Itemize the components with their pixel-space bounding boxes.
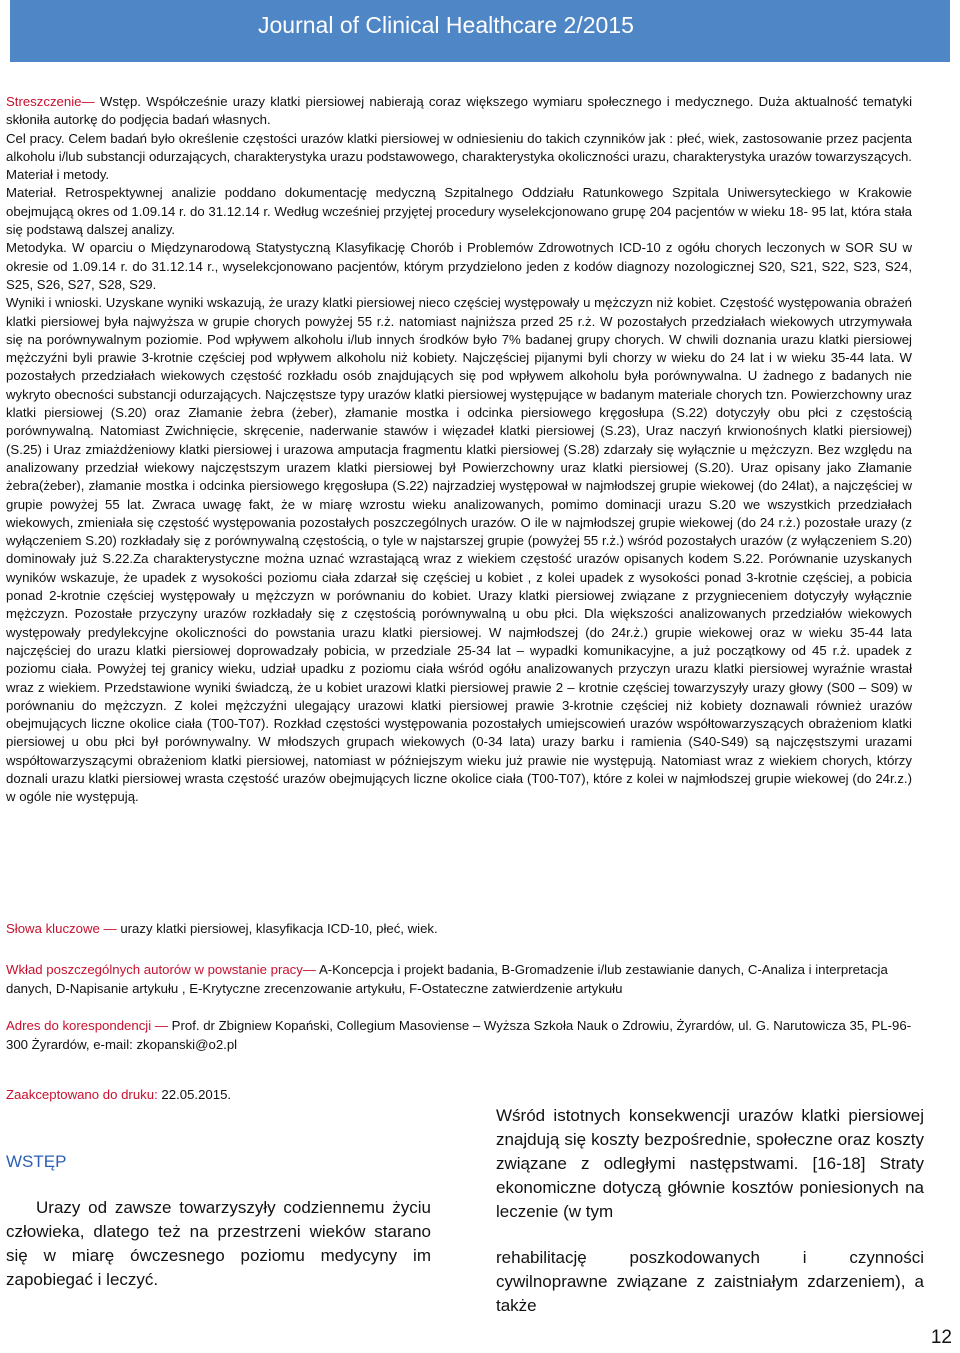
contribution-text: A-Koncepcja i projekt badania, B-Gromadzenie i/lub zestawianie danych, C-Analiza i interpretacja danych, D-Napisanie artykułu , E-Krytyczne zrecenzowanie artykułu, F-Ostateczne zatwierdzenie artykułu	[6, 962, 888, 996]
accepted-block	[6, 1085, 912, 1104]
abstract-section	[6, 93, 912, 807]
abstract-cel: Cel pracy. Celem badań było określenie częstości urazów klatki piersiowej w odniesieniu do takich czynników jak : płeć, wiek, zastosowanie przez pacjenta alkoholu i/lub substancji odurzających, charakterystyka urazu podstawowego, charakterystyka okoliczności urazu, charakterystyka urazów towarzyszących.	[6, 130, 912, 164]
abstract-wyniki: Wyniki i wnioski. Uzyskane wyniki wskazują, że urazy klatki piersiowej nieco częściej występowały u mężczyzn niż kobiet. Częstość występowania obrażeń klatki piersiowej była najwyższa w grupie chorych powyżej 55 r.ż. natomiast najniższa przed 25 r.ż. W pozostałych przedziałach wiekowych utrzymywała się na porównywalnym poziomie. Pod wpływem alkoholu i/lub innych środków było 7% badanej grupy chorych. W chwili doznania urazu klatki piersiowej mężczyźni byli prawie 3-krotnie częściej pod wpływem alkoholu niż kobiety. Najczęściej pijanymi byli chorzy w wieku do 24 lat i w wieku 35-44 lata. W pozostałych przedziałach wiekowych częstość rozkładu osób znajdujących się pod wpływem alkoholu była porównywalna. U żadnego z badanych nie wykryto obecności substancji odurzających. Najczęstsze typy urazów klatki piersiowej występujące w badanym materiale chorych tzn. Powierzchowny uraz klatki piersiowej (S.20) oraz Złamanie żebra (żeber), złamanie mostka i odcinka piersiowego kręgosłupa (S.22) dotyczyły obu płci z częstością porównywalną. Natomiast Zwichnięcie, skręcenie, naderwanie stawów i więzadeł klatki piersiowej (S.23), Uraz naczyń krwionośnych klatki piersiowej) (S.25) i Uraz zmiażdżeniowy klatki piersiowej i urazowa amputacja fragmentu klatki piersiowej (S.28) zdarzały się wyłącznie u mężczyzn. Bez względu na analizowany przedział wiekowy najczęstszym urazem klatki piersiowej był Powierzchowny uraz klatki piersiowej (S.20). Uraz opisany jako Złamanie żebra(żeber), złamanie mostka i odcinka piersiowego kręgosłupa (S.22) najrzadziej występował w najmłodszej grupie wiekowej (do 24lat), a najczęściej w grupie powyżej 55 lat. Zwraca uwagę fakt, że w miarę wzrostu wieku analizowanych, pomimo dominacji urazu S.20 we wszystkich przedziałach wiekowych, zmieniała się częstość występowania pozostałych poszczególnych urazów. O ile w najmłodszej grupie wiekowej (do 24 r.ż.) pozostałe urazy (z wyłączeniem S.20) rozkładały się z porównywalną częstością, o tyle w najstarszej grupie (powyżej 55 r.ż.) wśród pozostałych urazów (z wyłączeniem S.20) dominowały już S.22.Za charakterystyczne można uznać wzrastającą wraz z wiekiem częstość urazów opisanych kodem S.22. Porównanie uzyskanych wyników wskazuje, że upadek z wysokości poziomu ciała zdarzał się częściej u kobiet , z kolei upadek z wysokości ponad 3-krotnie częściej, a pobicia ponad 2-krotnie częściej występowały u mężczyzn w porównaniu do kobiet. Urazy klatki piersiowej związane z przygnieceniem dotyczyły wyłącznie mężczyzn. Pozostałe przyczyny urazów rozkładały się z częstością porównywalną u obu płci. Dla większości analizowanych przedziałów wiekowych występowały predylekcyjne okoliczności do powstania urazu klatki piersiowej. W najmłodszej (do 24r.ż.) grupie wiekowej oraz w wieku 35-44 lata najczęściej do urazu klatki piersiowej doprowadzały pobicia, w przedziale 25-34 lat – wypadki komunikacyjne, a już początkowy od 45 r.ż. upadek z poziomu ciała. Powyżej tej granicy wieku, udział upadku z poziomu ciała wśród ogółu analizowanych przyczyn urazu klatki piersiowej wyraźnie wrastał wraz z wiekiem. Przedstawione wyniki świadczą, że u kobiet urazowi klatki piersiowej prawie 2 – krotnie częściej towarzyszyły urazy głowy (S00 – S09) w porównaniu do mężczyzn. Z kolei mężczyźni ulegający urazowi klatki piersiowej prawie 3-krotnie częściej niż kobiety doznawali również urazów obejmujących liczne okolice ciała (T00-T07). Rozkład częstości występowania pozostałych umiejscowień urazów współtowarzyszących obrażeniom klatki piersiowej u obu płci był porównywalny. W młodszych grupach wiekowych (0-34 lata) urazy barku i ramienia (S40-S49) są najczęstszymi urazami współtowarzyszącymi obrażeniom klatki piersiowej, natomiast w późniejszym wieku już prawie nie występują. Natomiast wraz z wiekiem chorych, którzy doznali urazu klatki piersiowej wrasta częstość urazów obejmujących liczne okolice ciała (T00-T07), które z kolei w najmłodszej grupie wiekowej (do 24r.z.) w ogóle nie występują.	[6, 295, 912, 805]
intro-left-text: Urazy od zawsze towarzyszyły codziennemu życiu człowieka, dlatego też na przestrzeni wieków starano się w miarę ówczesnego poziomu medycyny im zapobiegać i leczyć.	[6, 1198, 431, 1289]
streszczenie-label: Streszczenie—	[6, 94, 95, 109]
accepted-label: Zaakceptowano do druku:	[6, 1087, 158, 1102]
accepted-date: 22.05.2015.	[157, 1087, 232, 1102]
abstract-material: Materiał. Retrospektywnej analizie poddano dokumentację medyczną Szpitalnego Oddziału Ratunkowego Szpitala Uniwersyteckiego w Krakowie obejmującą okres od 1.09.14 r. do 31.12.14 r. Według wcześniej przyjętej procedury wyselekcjonowano grupę 204 pacjentów w wieku 18- 95 lat, która stała się podstawą dalszej analizy.	[6, 185, 912, 238]
abstract-metodyka: Metodyka. W oparciu o Międzynarodową Statystyczną Klasyfikację Chorób i Problemów Zdrowotnych ICD-10 z ogółu chorych leczonych w SOR SU w okresie od 1.09.14 r. do 31.12.14 r., wyselekcjonowano pacjentów, którym przydzielono jeden z kodów diagnozy nozologicznej S20, S21, S22, S23, S24, S25, S26, S27, S28, S29.	[6, 240, 912, 292]
keywords-label: Słowa kluczowe —	[6, 921, 117, 936]
correspondence-block	[6, 1016, 912, 1054]
correspondence-label: Adres do korespondencji —	[6, 1018, 169, 1033]
intro-right-text-2: rehabilitację poszkodowanych i czynności cywilnoprawne związane z zaistniałym zdarzeniem), a także	[496, 1248, 924, 1315]
keywords-block	[6, 919, 912, 938]
contribution-label: Wkład poszczególnych autorów w powstanie pracy—	[6, 962, 317, 977]
intro-right-text-1: Wśród istotnych konsekwencji urazów klatki piersiowej znajdują się koszty bezpośrednie, społeczne oraz koszty związane z odległymi następstwami. [16-18] Straty ekonomiczne dotyczą głównie kosztów poniesionych na leczenie (w tym	[496, 1106, 924, 1221]
wstep-text: Wstęp. Współcześnie urazy klatki piersiowej nabierają coraz większego wymiaru społecznego i medycznego. Duża aktualność tematyki skłoniła autorkę do podjęcia badań własnych.	[6, 94, 912, 128]
intro-right-column	[496, 1104, 924, 1318]
journal-title: Journal of Clinical Healthcare 2/2015	[258, 12, 634, 38]
abstract-material-heading: Materiał i metody.	[6, 167, 110, 183]
intro-left-column	[6, 1150, 431, 1292]
correspondence-text: Prof. dr Zbigniew Kopański, Collegium Masoviense – Wyższa Szkoła Nauk o Zdrowiu, Żyrardów, ul. G. Narutowicza 35, PL-96-300 Żyrardów, e-mail: zkopanski@o2.pl	[6, 1018, 912, 1052]
keywords-text: urazy klatki piersiowej, klasyfikacja ICD-10, płeć, wiek.	[116, 921, 438, 936]
contribution-block	[6, 960, 912, 998]
abstract-wstep	[6, 93, 912, 130]
journal-header-banner	[10, 0, 950, 62]
page-number: 12	[930, 1327, 952, 1348]
intro-heading: WSTĘP	[6, 1152, 67, 1171]
